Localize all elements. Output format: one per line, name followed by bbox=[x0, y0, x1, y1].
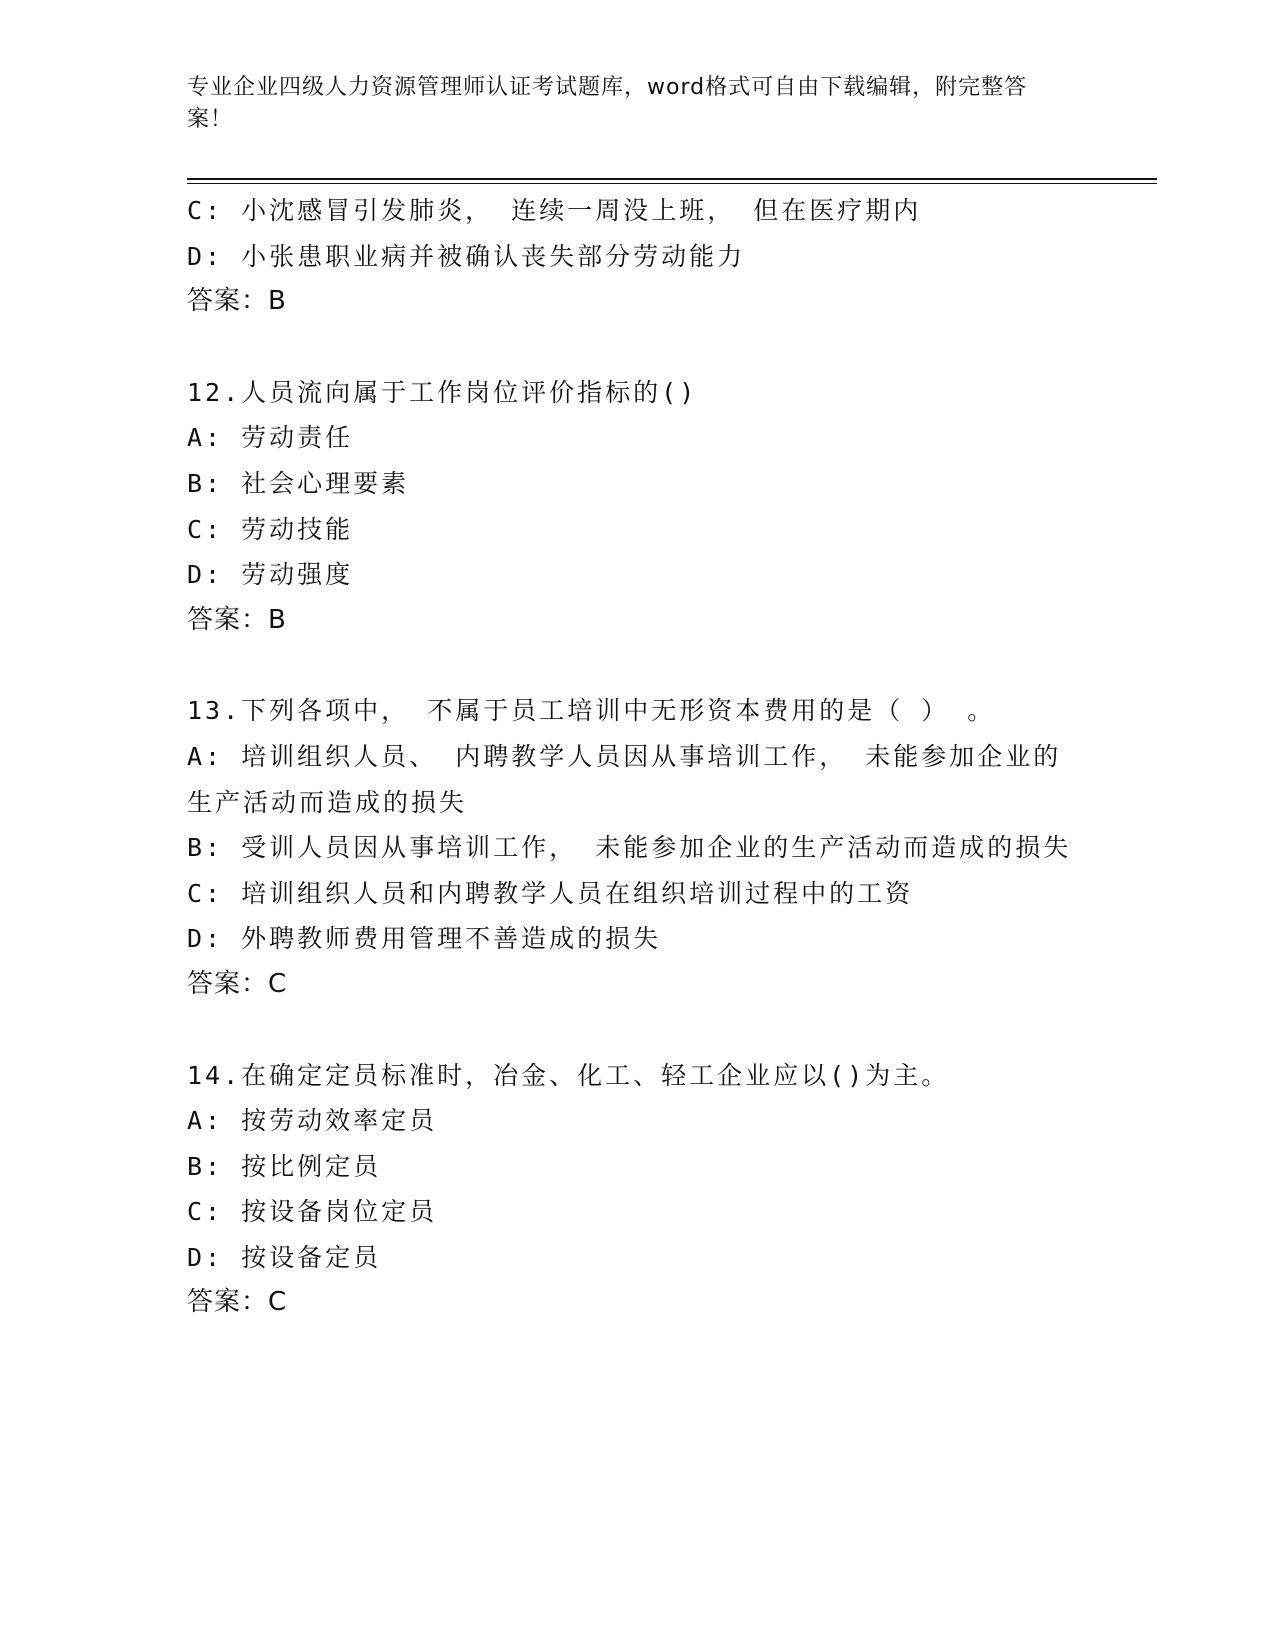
option-a: A: 劳动责任 bbox=[187, 423, 354, 453]
header-divider-thick bbox=[187, 178, 1157, 180]
option-c: C: 按设备岗位定员 bbox=[187, 1197, 438, 1227]
option-a: A: 按劳动效率定员 bbox=[187, 1106, 438, 1136]
option-a: A: 培训组织人员、 内聘教学人员因从事培训工作， 未能参加企业的生产活动而造成的损失 bbox=[187, 741, 1062, 817]
answer-line: 答案：B bbox=[187, 286, 287, 317]
option-c: C: 小沈感冒引发肺炎， 连续一周没上班， 但在医疗期内 bbox=[187, 196, 922, 225]
spacer bbox=[187, 643, 1087, 688]
option-b: B: 按比例定员 bbox=[187, 1151, 382, 1181]
spacer bbox=[187, 325, 1087, 370]
question-14 bbox=[187, 1053, 1087, 1327]
header-divider-thin bbox=[187, 183, 1157, 184]
option-d: D: 小张患职业病并被确认丧失部分劳动能力 bbox=[187, 241, 746, 271]
question-12 bbox=[187, 370, 1087, 644]
question-stem: 14.在确定定员标准时，冶金、化工、轻工企业应以()为主。 bbox=[187, 1060, 950, 1090]
carryover-block bbox=[187, 188, 1087, 325]
option-c: C: 劳动技能 bbox=[187, 514, 354, 544]
answer-line: 答案：C bbox=[187, 968, 288, 999]
option-b: B: 社会心理要素 bbox=[187, 468, 410, 498]
option-b: B: 受训人员因从事培训工作， 未能参加企业的生产活动而造成的损失 bbox=[187, 833, 1072, 863]
option-d: D: 劳动强度 bbox=[187, 560, 354, 590]
answer-line: 答案：C bbox=[187, 1287, 288, 1318]
spacer bbox=[187, 1008, 1087, 1053]
option-d: D: 外聘教师费用管理不善造成的损失 bbox=[187, 924, 662, 954]
option-c: C: 培训组织人员和内聘教学人员在组织培训过程中的工资 bbox=[187, 878, 914, 908]
question-stem: 13.下列各项中， 不属于员工培训中无形资本费用的是（ ） 。 bbox=[187, 696, 996, 726]
page-header: 专业企业四级人力资源管理师认证考试题库，word格式可自由下载编辑，附完整答案！ bbox=[187, 75, 1028, 132]
question-13 bbox=[187, 688, 1087, 1007]
question-stem: 12.人员流向属于工作岗位评价指标的() bbox=[187, 377, 698, 407]
option-d: D: 按设备定员 bbox=[187, 1242, 382, 1272]
question-body bbox=[187, 188, 1087, 1326]
answer-line: 答案：B bbox=[187, 604, 287, 635]
